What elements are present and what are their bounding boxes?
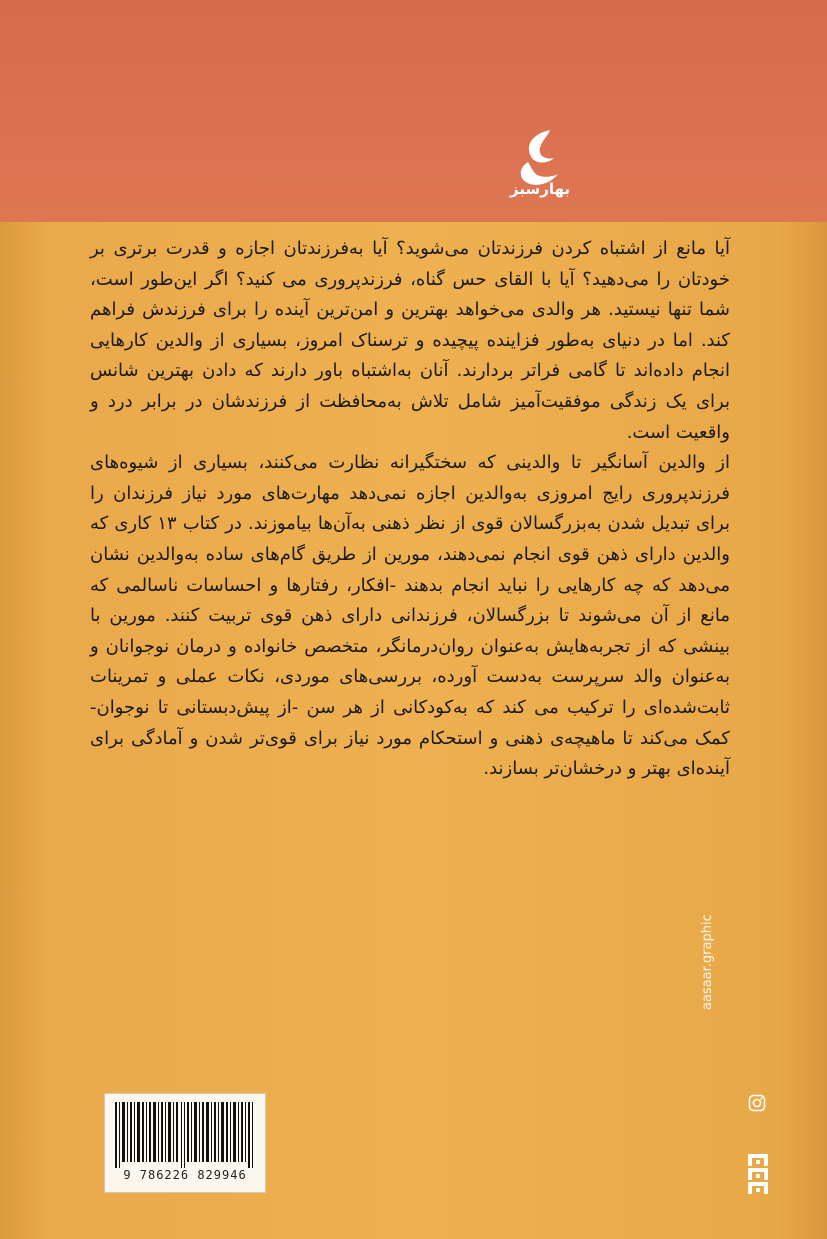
blurb-paragraph-1: آیا مانع از اشتباه کردن فرزندتان می‌شوید؟ آیا به‌فرزندتان اجازه و قدرت برتری بر خودتان را می‌دهید؟ آیا با القای حس گناه، فرزندپروری می کنید؟ اگر این‌طور است، شما تنها نیستید. هر والدی می‌خواهد بهترین و امن‌ترین آینده را برای فرزندش فراهم کند. اما در دنیای به‌طور فزاینده پیچیده و ترسناک امروز، بسیاری از والدین کارهایی انجام داده‌اند تا گامی فراتر بردارند. آنان به‌اشتباه باور دارند که دادن بهترین شانس برای یک زندگی موفقیت‌آمیز شامل تلاش به‌محافظت از فرزندشان در برابر درد و واقعیت است.	[90, 238, 730, 443]
blurb-paragraph-2: از والدین آسانگیر تا والدینی که سختگیرانه نظارت می‌کنند، بسیاری از شیوه‌های فرزندپروری رایج امروزی به‌والدین اجازه نمی‌دهد مهارت‌های مورد نیاز فرزندان را برای تبدیل شدن به‌بزرگسالان قوی از نظر ذهنی به‌آن‌ها بیاموزند. در کتاب ۱۳ کاری که والدین دارای ذهن قوی انجام نمی‌دهند، مورین از طریق گام‌های ساده به‌والدین نشان می‌دهد که چه کارهایی را نباید انجام بدهند -افکار، رفتارها و احساسات ناسالمی که مانع از آن می‌شوند تا بزرگسالان، فرزندانی دارای ذهن قوی تربیت کنند. مورین با بینشی که از تجربه‌هایش به‌عنوان روان‌درمانگر، متخصص خانواده و درمان نوجوانان و به‌عنوان والد سرپرست به‌دست آورده، بررسی‌های موردی، نکات عملی و تمرینات ثابت‌شده‌ای را ترکیب می کند که به‌کودکانی از هر سن -از پیش‌دبستانی تا نوجوان- کمک می‌کند تا ماهیچه‌ی ذهنی و استحکام مورد نیاز برای قوی‌تر شدن و آمادگی برای آینده‌ای بهتر و درخشان‌تر بسازند.	[90, 452, 730, 780]
isbn-barcode	[104, 1093, 266, 1193]
designer-credit: aasaar.graphic	[700, 914, 715, 1010]
publisher-name: بهارسبز	[509, 180, 570, 198]
barcode-bars-icon	[113, 1102, 257, 1168]
top-color-band	[0, 0, 827, 222]
instagram-icon	[748, 1094, 766, 1112]
back-cover-blurb	[90, 234, 730, 785]
isbn-number: 9 786226 829946	[123, 1168, 247, 1182]
designer-logo-icon	[746, 1152, 770, 1198]
